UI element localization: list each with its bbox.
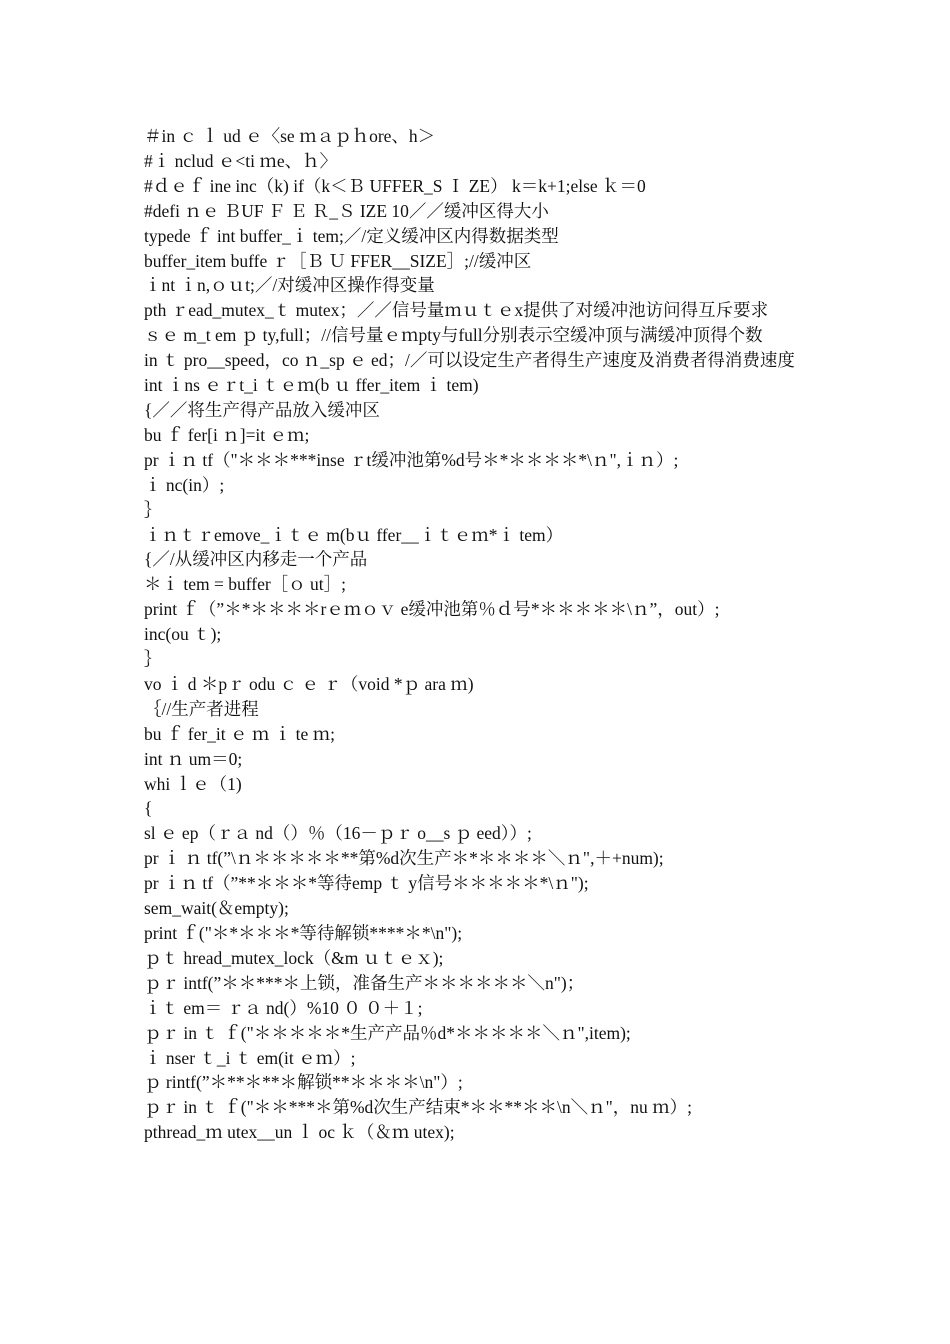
code-line: inc(ou ｔ);: [144, 624, 222, 645]
code-line: print ｆ（”＊*＊＊＊＊rｅｍｏｖ e缓冲池第％ｄ号*＊＊＊＊＊\ｎ”，out）;: [144, 599, 720, 620]
code-line: ｉｎｔｒemove_ｉｔｅ m(bｕ ffer__ｉｔｅｍ*ｉ tem）: [144, 524, 564, 545]
code-line: ｉ nser ｔ_i ｔ em(it ｅｍ）;: [144, 1047, 356, 1068]
code-line: ｓｅ m_t em ｐ ty,full；//信号量ｅｍpty与full分别表示空缓冲顶与满缓冲顶得个数: [144, 325, 763, 346]
code-line: pth ｒead_mutex_ｔ mutex；／／信号量ｍｕｔｅx提供了对缓冲池访问得互斥要求: [144, 300, 769, 321]
code-line: ｐｒ in ｔ ｆ("＊＊＊＊＊*生产产品％d*＊＊＊＊＊＼ｎ",item);: [144, 1022, 631, 1043]
code-line: int ｎ um＝0;: [144, 748, 243, 769]
code-line: ｉnt ｉn,ｏｕt;／/对缓冲区操作得变量: [144, 275, 435, 296]
code-line: whi ｌｅ（1): [144, 773, 242, 794]
code-line: pr ｉｎ tf（”**＊＊＊*等待emp ｔ y信号＊＊＊＊＊*\ｎ");: [144, 873, 589, 894]
code-line: pr ｉｎ tf（"＊＊＊***inse ｒt缓冲池第%d号＊*＊＊＊＊*\ｎ",ｉｎ）;: [144, 449, 679, 470]
code-line: #ｄｅｆ ine inc（k) if（k＜Ｂ UFFER_S Ｉ ZE） k＝k+1;else ｋ＝0: [144, 175, 646, 196]
code-line: vo ｉ d ＊pｒ odu ｃ ｅ ｒ（void *ｐ ara ｍ): [144, 673, 474, 694]
code-line: sl ｅ ep（ｒａ nd（）％（16－ｐｒ o__s ｐ eed））;: [144, 823, 532, 844]
code-line: ｐｔ hread_mutex_lock（&m ｕｔｅｘ);: [144, 947, 444, 968]
code-line: int ｉns ｅｒt_i ｔｅｍ(b ｕ ffer_item ｉ tem): [144, 375, 479, 396]
code-line: ｐｒ in ｔ ｆ("＊＊***＊第%d次生产结束*＊＊**＊＊\n＼ｎ"，nu ｍ）;: [144, 1097, 693, 1118]
code-line: pthread_ｍ utex__un ｌ oc ｋ（＆ｍ utex);: [144, 1122, 455, 1143]
code-line: {: [144, 798, 153, 819]
code-line: ｉ nc(in）;: [144, 474, 225, 495]
code-line: typede ｆ int buffer_ｉ tem;／/定义缓冲区内得数据类型: [144, 225, 559, 246]
code-line: ｝: [144, 499, 162, 520]
code-line: ｉｔ em＝ ｒａ nd(）%10 ０ ０＋１;: [144, 997, 423, 1018]
code-line: ｐｒ intf(”＊＊***＊上锁，准备生产＊＊＊＊＊＊＼n")；: [144, 972, 585, 993]
code-line: ＃in ｃ ｌ ud ｅ〈se ｍａｐｈore、h＞: [144, 126, 436, 146]
code-line: print ｆ("＊*＊＊＊*等待解锁****＊*\n");: [144, 923, 463, 943]
code-line: #ｉ nclud ｅ<ti ｍe、ｈ〉: [144, 150, 338, 171]
code-line: pr ｉ ｎ tf(”\ｎ＊＊＊＊＊**第%d次生产＊*＊＊＊＊＼ｎ",＋+num);: [144, 848, 664, 869]
code-line: ｝: [144, 649, 162, 670]
code-line: {／/从缓冲区内移走一个产品: [144, 549, 368, 570]
code-line: #defi ｎｅ ＢUF Ｆ Ｅ Ｒ_Ｓ IZE 10／／缓冲区得大小: [144, 200, 549, 221]
code-line: {／／将生产得产品放入缓冲区: [144, 399, 380, 420]
code-line: ｐ rintf(”＊**＊**＊解锁**＊＊＊＊\n"）;: [144, 1072, 463, 1093]
code-line: bu ｆ fer[i ｎ]=it ｅｍ;: [144, 424, 310, 445]
code-line: ｛//生产者进程: [144, 698, 259, 719]
code-line: buffer_item buffe ｒ［Ｂ Ｕ FFER__SIZE］;//缓冲区: [144, 250, 532, 271]
code-line: sem_wait(＆empty);: [144, 898, 289, 919]
code-line: bu ｆ fer_it ｅ ｍ ｉ te ｍ;: [144, 723, 336, 744]
code-line: ＊ｉ tem = buffer［ｏ ut］;: [144, 574, 347, 595]
code-line: in ｔ pro__speed，co ｎ_sp ｅ ed；/／可以设定生产者得生产速度及消费者得消费速度: [144, 350, 795, 371]
code-listing: [144, 124, 810, 1145]
